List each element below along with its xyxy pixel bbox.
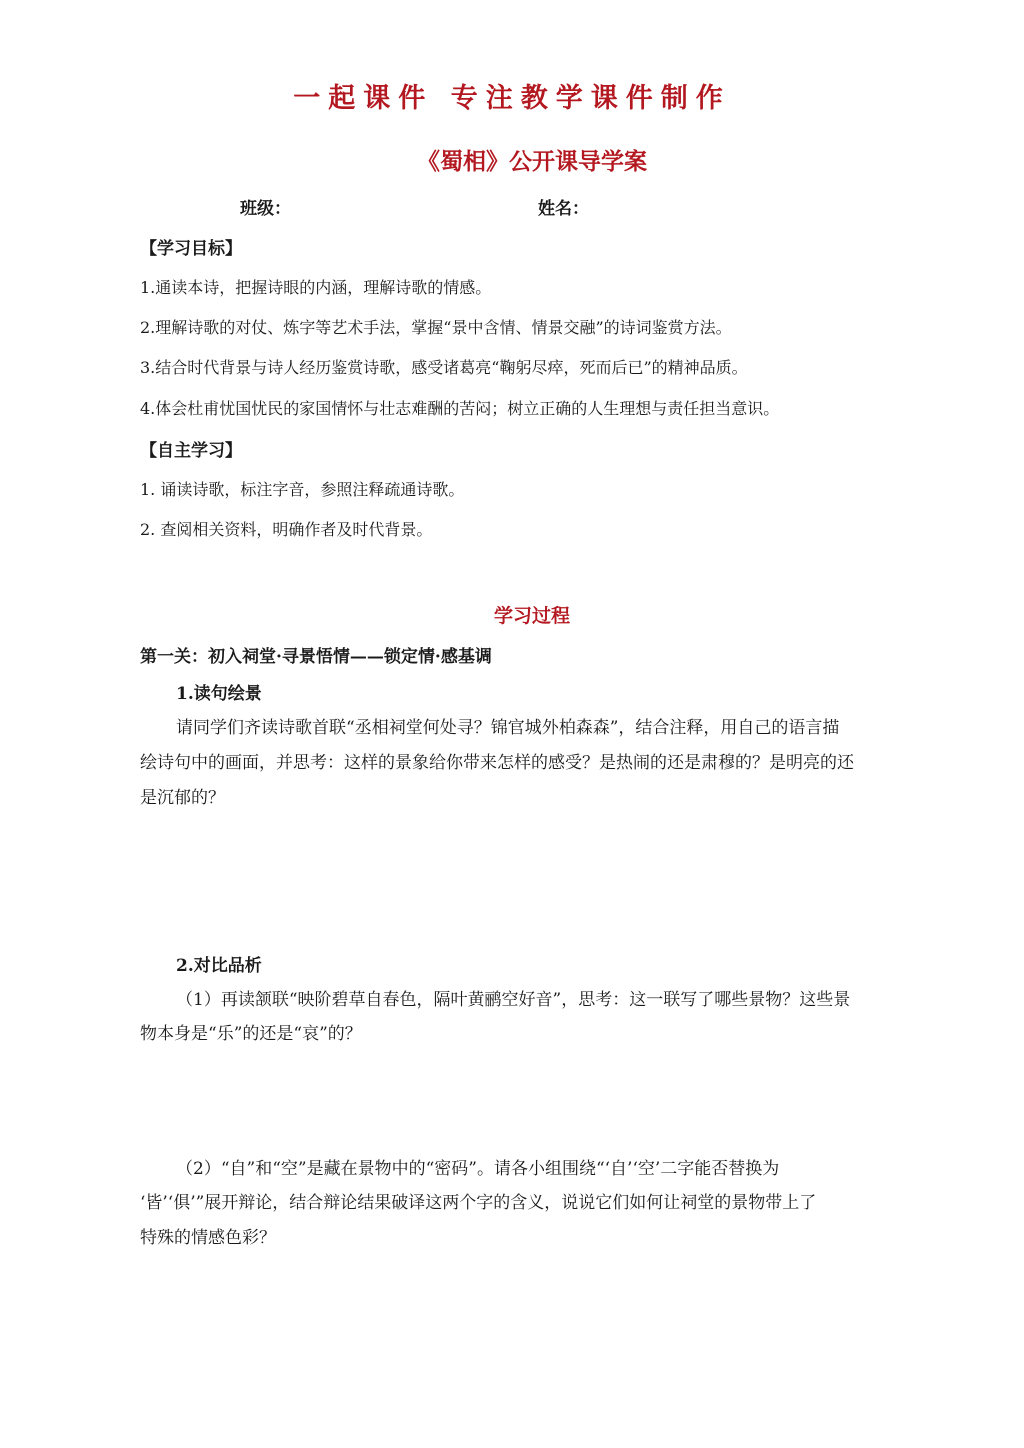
paragraph-line: （2）“自”和“空”是藏在景物中的“密码”。请各小组围绕“‘自’‘空’二字能否替换为 — [176, 1159, 780, 1179]
stage-one-heading: 第一关：初入祠堂·寻景悟情——锁定情·感基调 — [140, 647, 492, 667]
self-study-heading: 【自主学习】 — [140, 441, 242, 461]
paragraph-line: 请同学们齐读诗歌首联“丞相祠堂何处寻？锦官城外柏森森”，结合注释，用自己的语言描 — [176, 718, 840, 738]
class-field-label: 班级： — [240, 199, 291, 219]
objective-item: 4.体会杜甫忧国忧民的家国情怀与壮志难酬的苦闷；树立正确的人生理想与责任担当意识。 — [140, 399, 780, 418]
paragraph-line: 特殊的情感色彩？ — [140, 1228, 276, 1248]
paragraph-line: 物本身是“乐”的还是“哀”的？ — [140, 1024, 362, 1044]
self-study-item: 2. 查阅相关资料，明确作者及时代背景。 — [140, 520, 433, 539]
page-title: 《蜀相》公开课导学案 — [417, 148, 647, 175]
paragraph-line: 是沉郁的？ — [140, 788, 225, 808]
paragraph-line: （1）再读颔联“映阶碧草自春色，隔叶黄鹂空好音”，思考：这一联写了哪些景物？这些景 — [176, 990, 851, 1010]
name-field-label: 姓名： — [538, 199, 589, 219]
self-study-item: 1. 诵读诗歌，标注字音，参照注释疏通诗歌。 — [140, 480, 465, 499]
process-heading: 学习过程 — [493, 605, 570, 627]
objective-item: 1.通读本诗，把握诗眼的内涵，理解诗歌的情感。 — [140, 278, 492, 297]
paragraph-line: ‘皆’‘俱’”展开辩论，结合辩论结果破译这两个字的含义，说说它们如何让祠堂的景物带上了 — [140, 1193, 817, 1213]
objective-item: 3.结合时代背景与诗人经历鉴赏诗歌，感受诸葛亮“鞠躬尽瘁，死而后已”的精神品质。 — [140, 358, 748, 377]
step-one-title: 1.读句绘景 — [176, 684, 262, 704]
step-two-title: 2.对比品析 — [176, 956, 262, 976]
objective-item: 2.理解诗歌的对仗、炼字等艺术手法，掌握“景中含情、情景交融”的诗词鉴赏方法。 — [140, 318, 732, 337]
banner-heading: 一起课件 专注教学课件制作 — [293, 83, 731, 114]
paragraph-line: 绘诗句中的画面，并思考：这样的景象给你带来怎样的感受？是热闹的还是肃穆的？是明亮的还 — [140, 753, 854, 773]
objectives-heading: 【学习目标】 — [140, 239, 242, 259]
